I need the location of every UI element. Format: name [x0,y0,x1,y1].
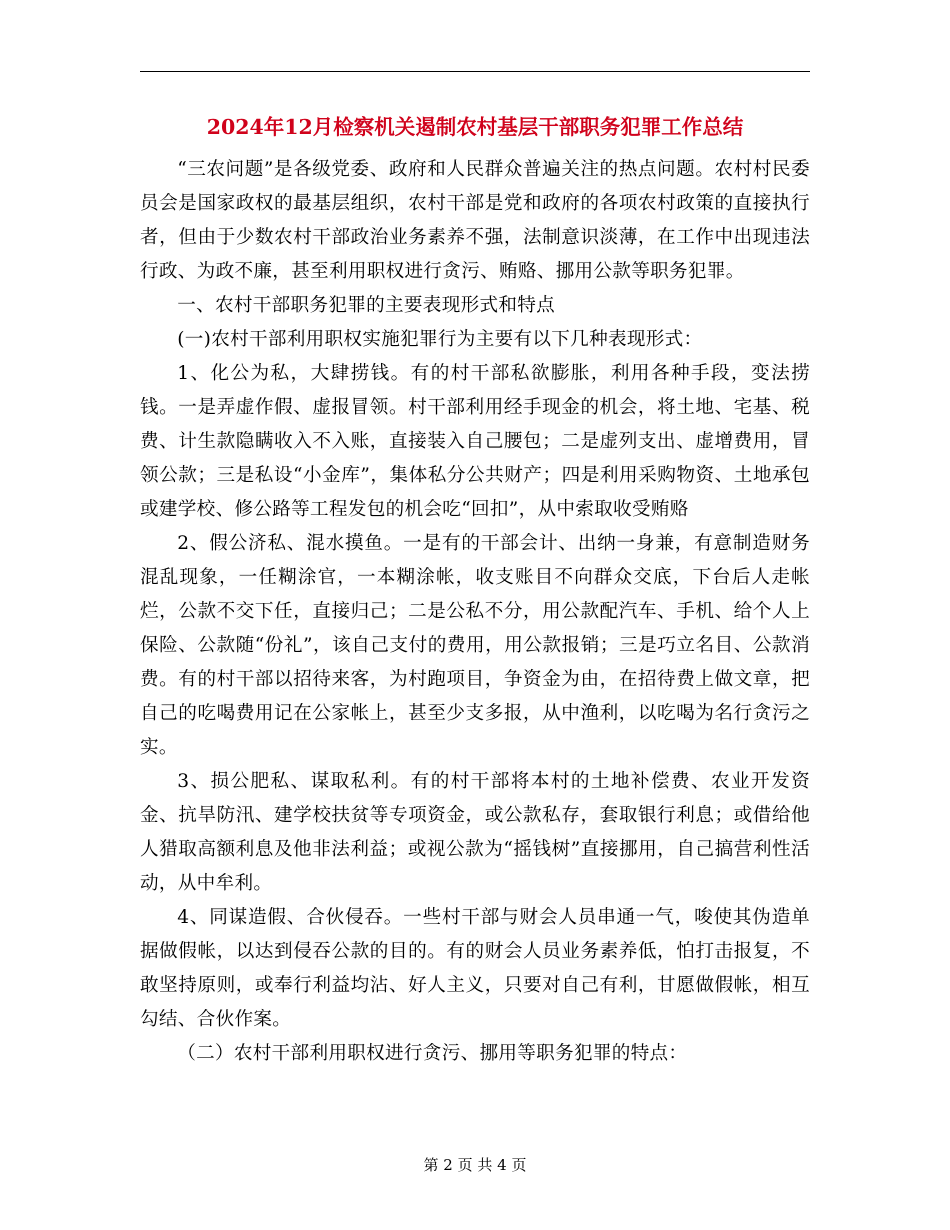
paragraph-item-2: 2、假公济私、混水摸鱼。一是有的干部会计、出纳一身兼，有意制造财务混乱现象，一任糊涂官，一本糊涂帐，收支账目不向群众交底，下台后人走帐烂，公款不交下任，直接归己；二是公私不分，用公款配汽车、手机、给个人上保险、公款随“份礼”，该自己支付的费用，用公款报销；三是巧立名目、公款消费。有的村干部以招待来客，为村跑项目，争资金为由，在招待费上做文章，把自己的吃喝费用记在公家帐上，甚至少支多报，从中渔利，以吃喝为名行贪污之实。 [140,533,810,758]
header-rule [140,71,810,72]
document-title: 2024年12月检察机关遏制农村基层干部职务犯罪工作总结 [206,115,744,139]
document-body [140,153,810,1071]
page-footer: 第 2 页 共 4 页 [423,1156,527,1174]
paragraph-item-3: 3、损公肥私、谋取私利。有的村干部将本村的土地补偿费、农业开发资金、抗旱防汛、建学校扶贫等专项资金，或公款私存，套取银行利息；或借给他人猎取高额利息及他非法利益；或视公款为“摇钱树”直接挪用，自己搞营利性活动，从中牟利。 [140,771,810,894]
paragraph-item-1: 1、化公为私，大肆捞钱。有的村干部私欲膨胀，利用各种手段，变法捞钱。一是弄虚作假、虚报冒领。村干部利用经手现金的机会，将土地、宅基、税费、计生款隐瞒收入不入账，直接装入自己腰包；二是虚列支出、虚增费用，冒领公款；三是私设“小金库”，集体私分公共财产；四是利用采购物资、土地承包或建学校、修公路等工程发包的机会吃“回扣”，从中索取收受贿赂 [140,363,810,520]
subsection-heading-1: (一)农村干部利用职权实施犯罪行为主要有以下几种表现形式： [177,329,703,350]
paragraph-intro: “三农问题”是各级党委、政府和人民群众普遍关注的热点问题。农村村民委员会是国家政权的最基层组织，农村干部是党和政府的各项农村政策的直接执行者，但由于少数农村干部政治业务素养不强，法制意识淡薄，在工作中出现违法行政、为政不廉，甚至利用职权进行贪污、贿赂、挪用公款等职务犯罪。 [140,159,810,282]
subsection-heading-2: （二）农村干部利用职权进行贪污、挪用等职务犯罪的特点： [177,1043,688,1064]
paragraph-item-4: 4、同谋造假、合伙侵吞。一些村干部与财会人员串通一气，唆使其伪造单据做假帐，以达到侵吞公款的目的。有的财会人员业务素养低，怕打击报复，不敢坚持原则，或奉行利益均沾、好人主义，只要对自己有利，甘愿做假帐，相互勾结、合伙作案。 [140,907,810,1030]
section-heading-1: 一、农村干部职务犯罪的主要表现形式和特点 [177,295,556,316]
